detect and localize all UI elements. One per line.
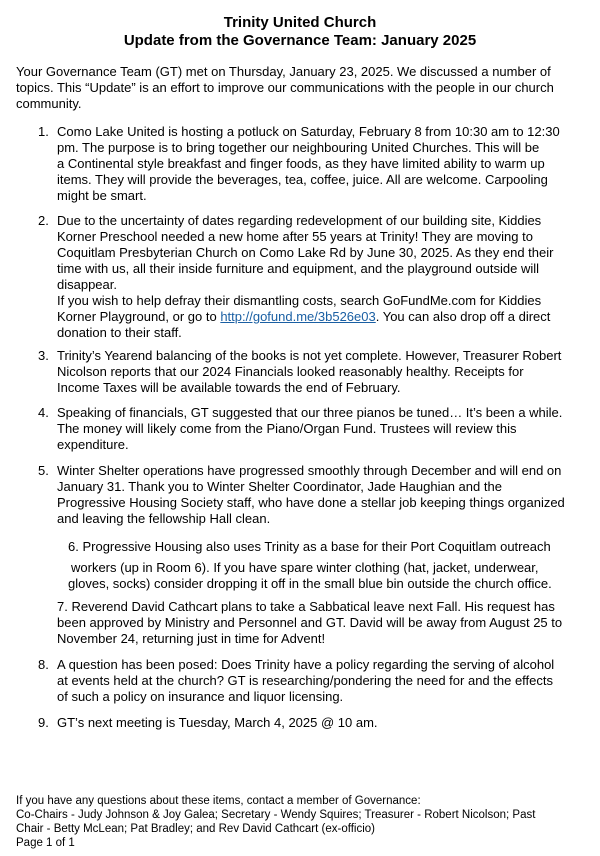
list-item-1 xyxy=(38,124,560,204)
footer-line: Co-Chairs - Judy Johnson & Joy Galea; Secretary - Wendy Squires; Treasurer - Robert Nicolson; Past xyxy=(16,809,536,821)
item-line: Winter Shelter operations have progressed smoothly through December and will end on xyxy=(57,463,562,478)
item-number: 2. xyxy=(38,213,49,228)
item-line: a Continental style breakfast and finger foods, as they have limited ability to warm up xyxy=(57,156,545,171)
item-line: and leaving the fellowship Hall clean. xyxy=(57,511,271,526)
item-line: Speaking of financials, GT suggested that our three pianos be tuned… It’s been a while. xyxy=(57,405,563,420)
intro-line: Your Governance Team (GT) met on Thursday, January 23, 2025. We discussed a number of xyxy=(16,64,551,79)
footer xyxy=(16,794,535,850)
item-line: Income Taxes will be available towards the end of February. xyxy=(57,380,401,395)
item-line: pm. The purpose is to bring together our neighbouring United Churches. This will be xyxy=(57,140,540,155)
item-text: Reverend David Cathcart plans to take a Sabbatical leave next Fall. His request has xyxy=(71,599,555,614)
item-line: at events held at the church? GT is researching/pondering the need for and the effects xyxy=(57,673,554,688)
item-line: January 31. Thank you to Winter Shelter Coordinator, Jade Haughian and the xyxy=(57,479,502,494)
item-line: gloves, socks) consider dropping it off in the small blue bin outside the church office. xyxy=(68,576,552,591)
item-line xyxy=(68,539,552,555)
item-line: Due to the uncertainty of dates regarding redevelopment of our building site, Kiddies xyxy=(57,213,542,228)
item-number: 1. xyxy=(38,124,49,139)
item-line xyxy=(57,599,562,615)
item-line: The money will likely come from the Piano/Organ Fund. Trustees will review this xyxy=(57,421,517,436)
list-item-3 xyxy=(38,348,562,396)
item-line: Progressive Housing Society staff, who have done a stellar job keeping things organized xyxy=(57,495,565,510)
list-item-2 xyxy=(38,213,554,341)
item-line: A question has been posed: Does Trinity have a policy regarding the serving of alcohol xyxy=(57,657,555,672)
item-line: might be smart. xyxy=(57,188,147,203)
item-line: Korner Preschool needed a new home after 55 years at Trinity! They are moving to xyxy=(57,229,533,244)
item-line: Trinity’s Yearend balancing of the books is not yet complete. However, Treasurer Robert xyxy=(57,348,562,363)
item-number: 7. xyxy=(57,599,68,614)
item-line: time with us, all their inside furniture and equipment, and the playground outside will xyxy=(57,261,539,276)
item-number: 4. xyxy=(38,405,49,420)
item-line xyxy=(57,309,553,325)
item-line: Nicolson reports that our 2024 Financials looked reasonably healthy. Receipts for xyxy=(57,364,524,379)
list-item-6 xyxy=(68,539,552,592)
document-subtitle: Update from the Governance Team: January 2025 xyxy=(123,32,477,49)
item-number: 8. xyxy=(38,657,49,672)
list-item-7 xyxy=(57,599,562,647)
item-line: Como Lake United is hosting a potluck on Saturday, February 8 from 10:30 am to 12:30 xyxy=(57,124,560,139)
intro-line: community. xyxy=(16,96,82,111)
item-text: Progressive Housing also uses Trinity as a base for their Port Coquitlam outreach xyxy=(82,539,551,554)
item-line: workers (up in Room 6). If you have spare winter clothing (hat, jacket, underwear, xyxy=(71,560,539,575)
item-number: 3. xyxy=(38,348,49,363)
list-item-8 xyxy=(38,657,555,705)
item-line: disappear. xyxy=(57,277,117,292)
page-number: Page 1 of 1 xyxy=(16,837,75,849)
footer-line: If you have any questions about these items, contact a member of Governance: xyxy=(16,795,421,807)
item-line: been approved by Ministry and Personnel and GT. David will be away from August 25 to xyxy=(57,615,563,630)
list-item-4 xyxy=(38,405,563,453)
item-line: Coquitlam Presbyterian Church on Como Lake Rd by June 30, 2025. As they end their xyxy=(57,245,554,260)
intro-line: topics. This “Update” is an effort to improve our communications with the people in our church xyxy=(16,80,554,95)
footer-line: Chair - Betty McLean; Pat Bradley; and Rev David Cathcart (ex-officio) xyxy=(16,823,375,835)
item-number: 5. xyxy=(38,463,49,478)
item-line: of such a policy on insurance and liquor licensing. xyxy=(57,689,344,704)
item-number: 6. xyxy=(68,539,79,554)
item-text: Korner Playground, or go to xyxy=(57,309,221,324)
item-line: expenditure. xyxy=(57,437,129,452)
item-line: If you wish to help defray their dismantling costs, search GoFundMe.com for Kiddies xyxy=(57,293,542,308)
intro-paragraph xyxy=(16,64,554,112)
item-line: November 24, returning just in time for Advent! xyxy=(57,631,326,646)
document-title: Trinity United Church xyxy=(223,14,377,31)
item-text: . You can also drop off a direct xyxy=(375,309,551,324)
list-item-9 xyxy=(38,715,378,731)
item-line: items. They will provide the beverages, tea, coffee, juice. All are welcome. Carpooling xyxy=(57,172,548,187)
gofundme-link[interactable]: http://gofund.me/3b526e03 xyxy=(220,309,376,324)
list-item-5 xyxy=(38,463,565,527)
item-line: GT’s next meeting is Tuesday, March 4, 2025 @ 10 am. xyxy=(57,715,378,730)
item-line: donation to their staff. xyxy=(57,325,182,340)
item-number: 9. xyxy=(38,715,49,730)
